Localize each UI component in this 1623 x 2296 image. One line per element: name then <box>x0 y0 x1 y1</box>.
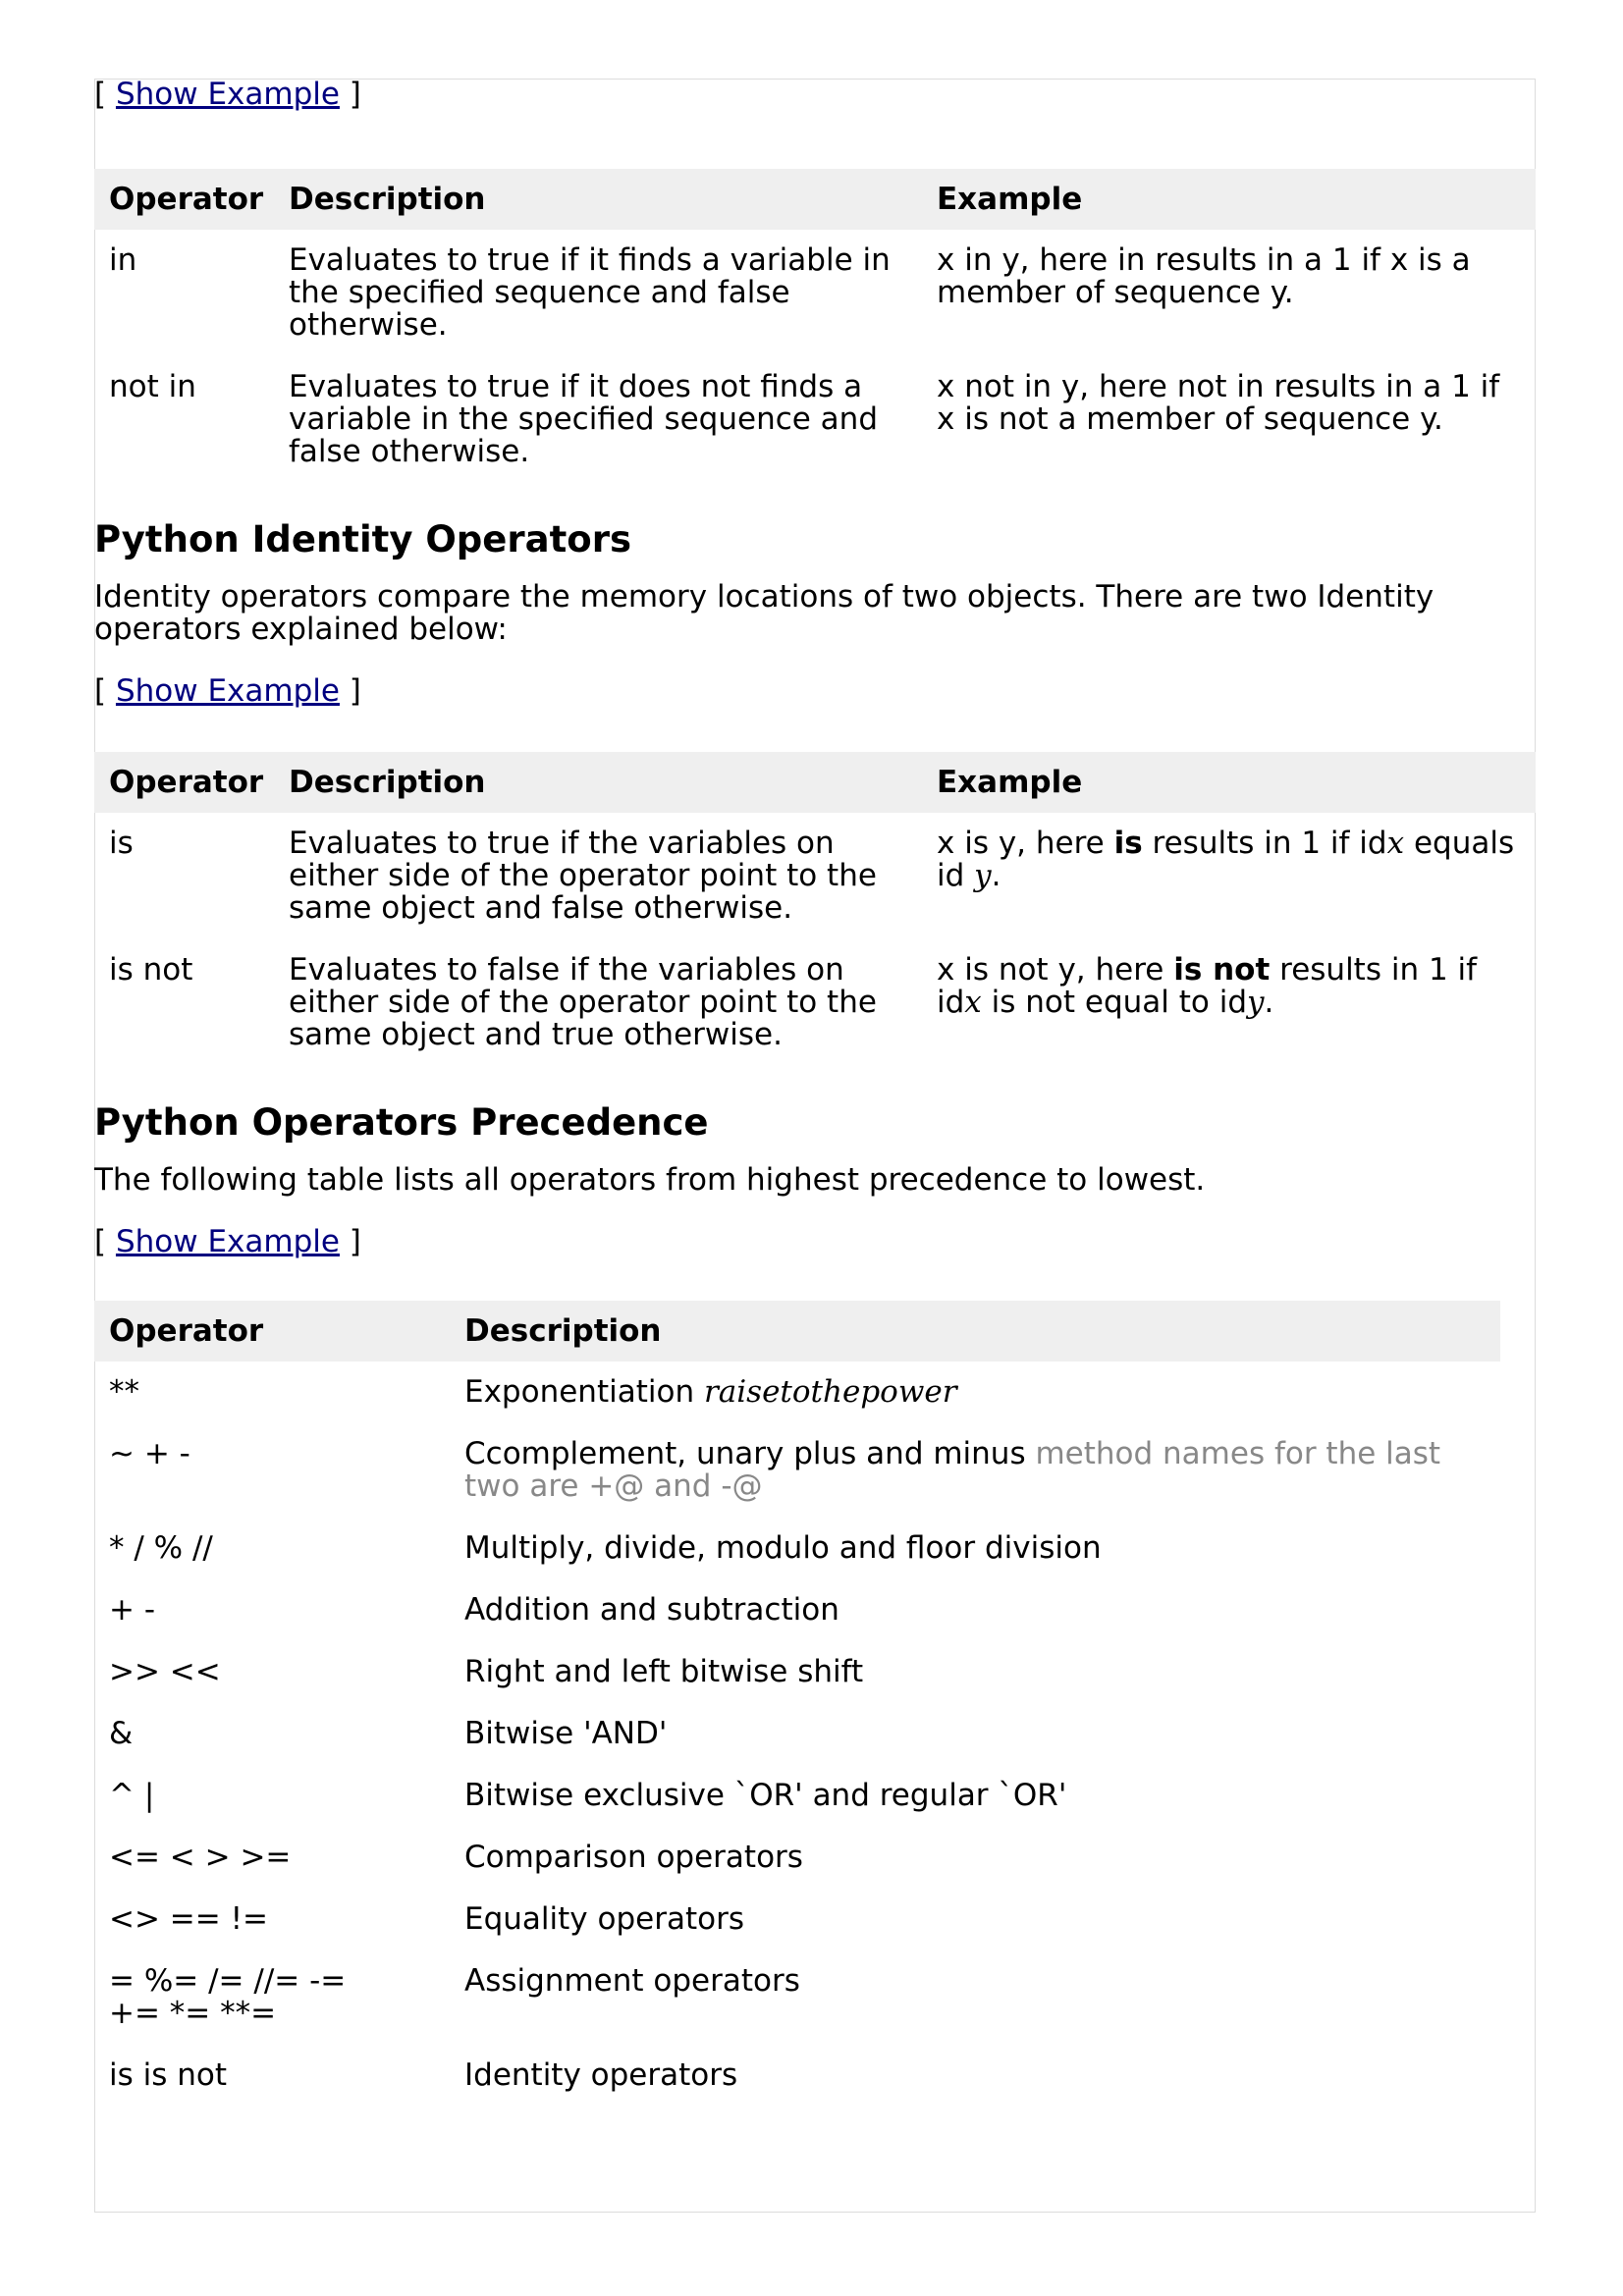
col-header-description: Description <box>274 169 922 230</box>
operator-cell: * / % // <box>109 1530 213 1566</box>
table-row <box>94 1889 1500 1950</box>
example-cell: x in y, here in results in a 1 if x is a member of sequence y. <box>937 242 1471 310</box>
precedence-intro: The following table lists all operators from highest precedence to lowest. <box>94 1162 1206 1198</box>
show-example-membership: [ Show Example ] <box>94 77 361 112</box>
table-row <box>94 1765 1500 1827</box>
col-header-operator: Operator <box>94 1301 450 1362</box>
operator-cell: >> << <box>109 1654 221 1689</box>
operator-cell: = %= /= //= -= += *= **= <box>109 1963 347 2031</box>
table-row <box>94 939 1536 1066</box>
description-cell: Bitwise 'AND' <box>464 1716 668 1751</box>
show-example-identity: [ Show Example ] <box>94 673 361 709</box>
example-cell: x is y, here is results in 1 if idx equals id y. <box>937 826 1515 893</box>
operator-cell: + - <box>109 1592 156 1628</box>
description-cell: Evaluates to true if it finds a variable in the specified sequence and false otherwise. <box>289 242 891 343</box>
identity-intro: Identity operators compare the memory locations of two objects. There are two Identity operators explained below: <box>94 579 1434 647</box>
description-cell: Assignment operators <box>464 1963 800 1999</box>
precedence-table <box>94 1301 1500 2107</box>
operator-cell: ~ + - <box>109 1436 190 1471</box>
table-row <box>94 230 1536 356</box>
operator-cell: & <box>109 1716 134 1751</box>
description-cell: Equality operators <box>464 1901 744 1937</box>
table-row <box>94 1950 1500 2045</box>
description-cell: Exponentiation raisetothepower <box>464 1374 957 1410</box>
show-example-link[interactable]: Show Example <box>115 1224 340 1259</box>
show-example-link[interactable]: Show Example <box>115 77 340 112</box>
col-header-operator: Operator <box>94 752 274 813</box>
table-row <box>94 2045 1500 2107</box>
col-header-description: Description <box>274 752 922 813</box>
operator-cell: ** <box>109 1374 139 1410</box>
operator-cell: <> == != <box>109 1901 269 1937</box>
col-header-description: Description <box>450 1301 1500 1362</box>
description-cell: Addition and subtraction <box>464 1592 839 1628</box>
description-cell: Identity operators <box>464 2057 738 2093</box>
table-row <box>94 1827 1500 1889</box>
description-cell: Right and left bitwise shift <box>464 1654 864 1689</box>
table-row <box>94 356 1536 483</box>
table-row <box>94 1641 1500 1703</box>
description-cell: Multiply, divide, modulo and floor division <box>464 1530 1102 1566</box>
operator-cell: is is not <box>109 2057 228 2093</box>
table-row <box>94 1703 1500 1765</box>
description-cell: Evaluates to false if the variables on either side of the operator point to the same object and true otherwise. <box>289 952 877 1052</box>
operator-cell: ^ | <box>109 1778 155 1813</box>
table-header-row <box>94 752 1536 813</box>
description-cell: Evaluates to true if it does not finds a variable in the specified sequence and false otherwise. <box>289 369 879 469</box>
operator-cell: <= < > >= <box>109 1840 292 1875</box>
section-title-precedence: Python Operators Precedence <box>94 1101 709 1144</box>
operator-cell: in <box>109 242 137 278</box>
col-header-example: Example <box>922 752 1536 813</box>
show-example-precedence: [ Show Example ] <box>94 1224 361 1259</box>
example-cell: x is not y, here is not results in 1 if idx is not equal to idy. <box>937 952 1478 1020</box>
table-row <box>94 813 1536 939</box>
table-row <box>94 1579 1500 1641</box>
col-header-example: Example <box>922 169 1536 230</box>
page-content <box>94 77 1536 2107</box>
col-header-operator: Operator <box>94 169 274 230</box>
table-header-row <box>94 1301 1500 1362</box>
example-cell: x not in y, here not in results in a 1 if x is not a member of sequence y. <box>937 369 1500 437</box>
section-title-identity: Python Identity Operators <box>94 518 631 561</box>
table-row <box>94 1362 1500 1423</box>
description-cell: Bitwise exclusive `OR' and regular `OR' <box>464 1778 1067 1813</box>
show-example-link[interactable]: Show Example <box>115 673 340 709</box>
operator-cell: is not <box>109 952 193 988</box>
table-row <box>94 1423 1500 1518</box>
table-header-row <box>94 169 1536 230</box>
description-cell: Comparison operators <box>464 1840 803 1875</box>
description-cell: Ccomplement, unary plus and minus method names for the last two are +@ and -@ <box>464 1436 1441 1504</box>
operator-cell: is <box>109 826 134 861</box>
description-cell: Evaluates to true if the variables on either side of the operator point to the same object and false otherwise. <box>289 826 877 926</box>
operator-cell: not in <box>109 369 196 404</box>
table-row <box>94 1518 1500 1579</box>
membership-operators-table <box>94 169 1536 483</box>
identity-operators-table <box>94 752 1536 1066</box>
